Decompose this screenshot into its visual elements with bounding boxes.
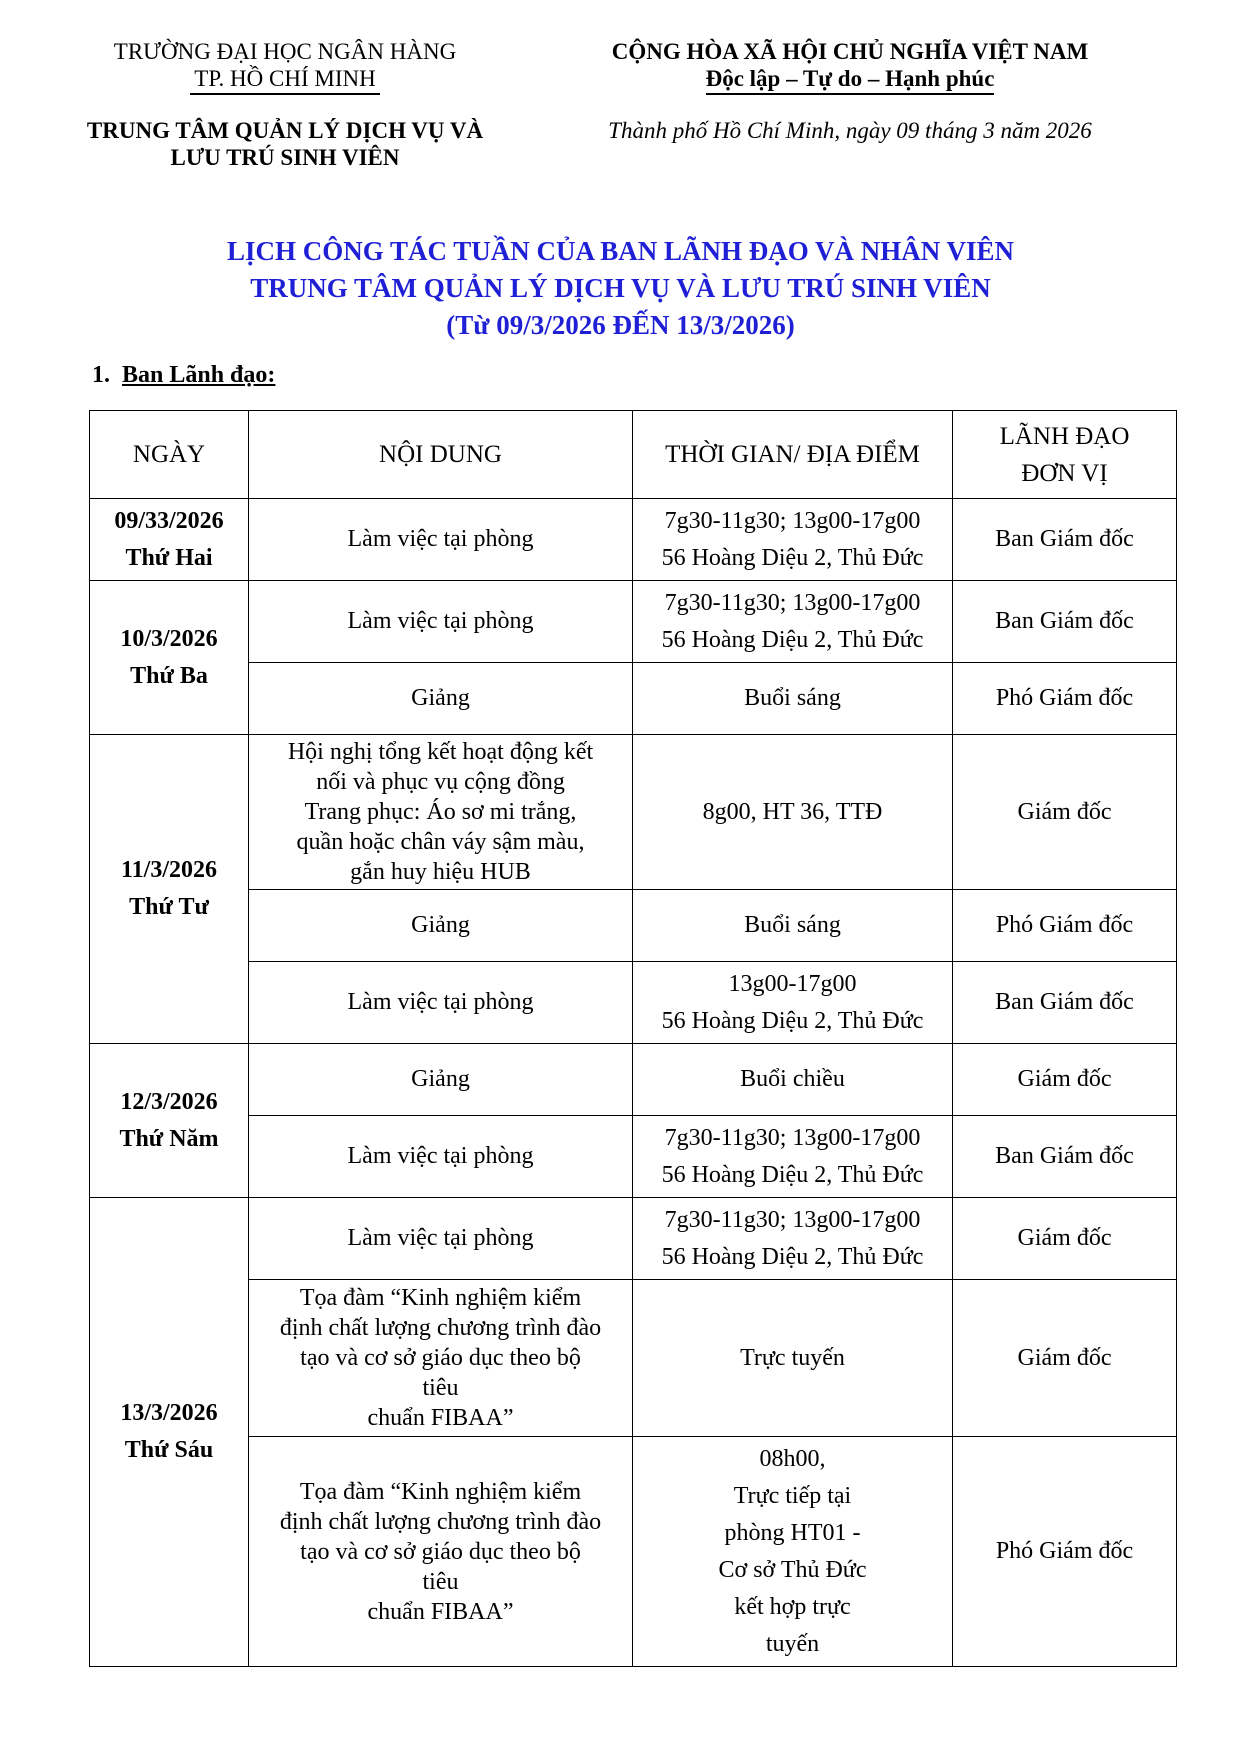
center-name-line1: TRUNG TÂM QUẢN LÝ DỊCH VỤ VÀ: [86, 118, 484, 143]
header-content: NỘI DUNG: [249, 411, 633, 499]
leader-cell: Giám đốc: [953, 1044, 1177, 1116]
leader-cell: Giám đốc: [953, 1198, 1177, 1280]
title-line2: TRUNG TÂM QUẢN LÝ DỊCH VỤ VÀ LƯU TRÚ SINH VIÊN: [250, 273, 991, 303]
header-left: [50, 38, 520, 171]
content-cell: Giảng: [249, 890, 633, 962]
time-cell: 08h00, Trực tiếp tại phòng HT01 - Cơ sở Thủ Đức kết hợp trực tuyến: [633, 1437, 953, 1667]
title-line1: LỊCH CÔNG TÁC TUẦN CỦA BAN LÃNH ĐẠO VÀ NHÂN VIÊN: [226, 236, 1015, 266]
leader-cell: Giám đốc: [953, 1280, 1177, 1437]
table-row: [90, 962, 1177, 1044]
university-name: TRƯỜNG ĐẠI HỌC NGÂN HÀNG: [113, 39, 457, 64]
date-cell: 13/3/2026 Thứ Sáu: [90, 1198, 249, 1667]
header-leader: LÃNH ĐẠO ĐƠN VỊ: [953, 411, 1177, 499]
university-city: TP. HỒ CHÍ MINH: [190, 65, 379, 95]
table-row: [90, 1044, 1177, 1116]
national-motto: Độc lập – Tự do – Hạnh phúc: [706, 65, 995, 95]
content-cell: Hội nghị tổng kết hoạt động kết nối và phục vụ cộng đồng Trang phục: Áo sơ mi trắng, quần hoặc chân váy sậm màu, gắn huy hiệu HUB: [249, 735, 633, 890]
content-cell: Làm việc tại phòng: [249, 962, 633, 1044]
leader-cell: Phó Giám đốc: [953, 663, 1177, 735]
leader-cell: Ban Giám đốc: [953, 1116, 1177, 1198]
table-row: [90, 1437, 1177, 1667]
time-cell: 7g30-11g30; 13g00-17g00 56 Hoàng Diệu 2, Thủ Đức: [633, 1198, 953, 1280]
title-line3: (Từ 09/3/2026 ĐẾN 13/3/2026): [446, 310, 795, 340]
leader-cell: Phó Giám đốc: [953, 890, 1177, 962]
leader-cell: Ban Giám đốc: [953, 499, 1177, 581]
section-number: 1.: [92, 362, 110, 388]
header-right: [540, 38, 1160, 144]
content-cell: Làm việc tại phòng: [249, 1116, 633, 1198]
table-row: [90, 1116, 1177, 1198]
leader-cell: Giám đốc: [953, 735, 1177, 890]
table-row: [90, 499, 1177, 581]
document-date: Thành phố Hồ Chí Minh, ngày 09 tháng 3 năm 2026: [608, 118, 1092, 143]
table-row: [90, 1198, 1177, 1280]
time-cell: Trực tuyến: [633, 1280, 953, 1437]
leader-cell: Ban Giám đốc: [953, 581, 1177, 663]
date-cell: 11/3/2026 Thứ Tư: [90, 735, 249, 1044]
national-title: CỘNG HÒA XÃ HỘI CHỦ NGHĨA VIỆT NAM: [611, 39, 1089, 64]
time-cell: 7g30-11g30; 13g00-17g00 56 Hoàng Diệu 2, Thủ Đức: [633, 499, 953, 581]
header-date: NGÀY: [90, 411, 249, 499]
date-cell: 09/33/2026 Thứ Hai: [90, 499, 249, 581]
content-cell: Tọa đàm “Kinh nghiệm kiểm định chất lượng chương trình đào tạo và cơ sở giáo dục theo bộ tiêu chuẩn FIBAA”: [249, 1437, 633, 1667]
schedule-table: [89, 410, 1177, 1667]
leader-cell: Phó Giám đốc: [953, 1437, 1177, 1667]
table-row: [90, 663, 1177, 735]
content-cell: Giảng: [249, 663, 633, 735]
content-cell: Làm việc tại phòng: [249, 1198, 633, 1280]
time-cell: 7g30-11g30; 13g00-17g00 56 Hoàng Diệu 2, Thủ Đức: [633, 1116, 953, 1198]
time-cell: 8g00, HT 36, TTĐ: [633, 735, 953, 890]
content-cell: Giảng: [249, 1044, 633, 1116]
time-cell: Buổi sáng: [633, 663, 953, 735]
date-cell: 10/3/2026 Thứ Ba: [90, 581, 249, 735]
table-row: [90, 890, 1177, 962]
center-name-line2: LƯU TRÚ SINH VIÊN: [170, 145, 400, 170]
table-row: [90, 735, 1177, 890]
time-cell: Buổi sáng: [633, 890, 953, 962]
time-cell: Buổi chiều: [633, 1044, 953, 1116]
time-cell: 7g30-11g30; 13g00-17g00 56 Hoàng Diệu 2, Thủ Đức: [633, 581, 953, 663]
section-label: Ban Lãnh đạo:: [122, 362, 276, 388]
date-cell: 12/3/2026 Thứ Năm: [90, 1044, 249, 1198]
document-title: [0, 233, 1241, 344]
header-time-place: THỜI GIAN/ ĐỊA ĐIỂM: [633, 411, 953, 499]
table-row: [90, 1280, 1177, 1437]
time-cell: 13g00-17g00 56 Hoàng Diệu 2, Thủ Đức: [633, 962, 953, 1044]
section-heading: [92, 362, 275, 389]
content-cell: Làm việc tại phòng: [249, 499, 633, 581]
table-row: [90, 581, 1177, 663]
content-cell: Làm việc tại phòng: [249, 581, 633, 663]
content-cell: Tọa đàm “Kinh nghiệm kiểm định chất lượng chương trình đào tạo và cơ sở giáo dục theo bộ tiêu chuẩn FIBAA”: [249, 1280, 633, 1437]
leader-cell: Ban Giám đốc: [953, 962, 1177, 1044]
table-header-row: [90, 411, 1177, 499]
